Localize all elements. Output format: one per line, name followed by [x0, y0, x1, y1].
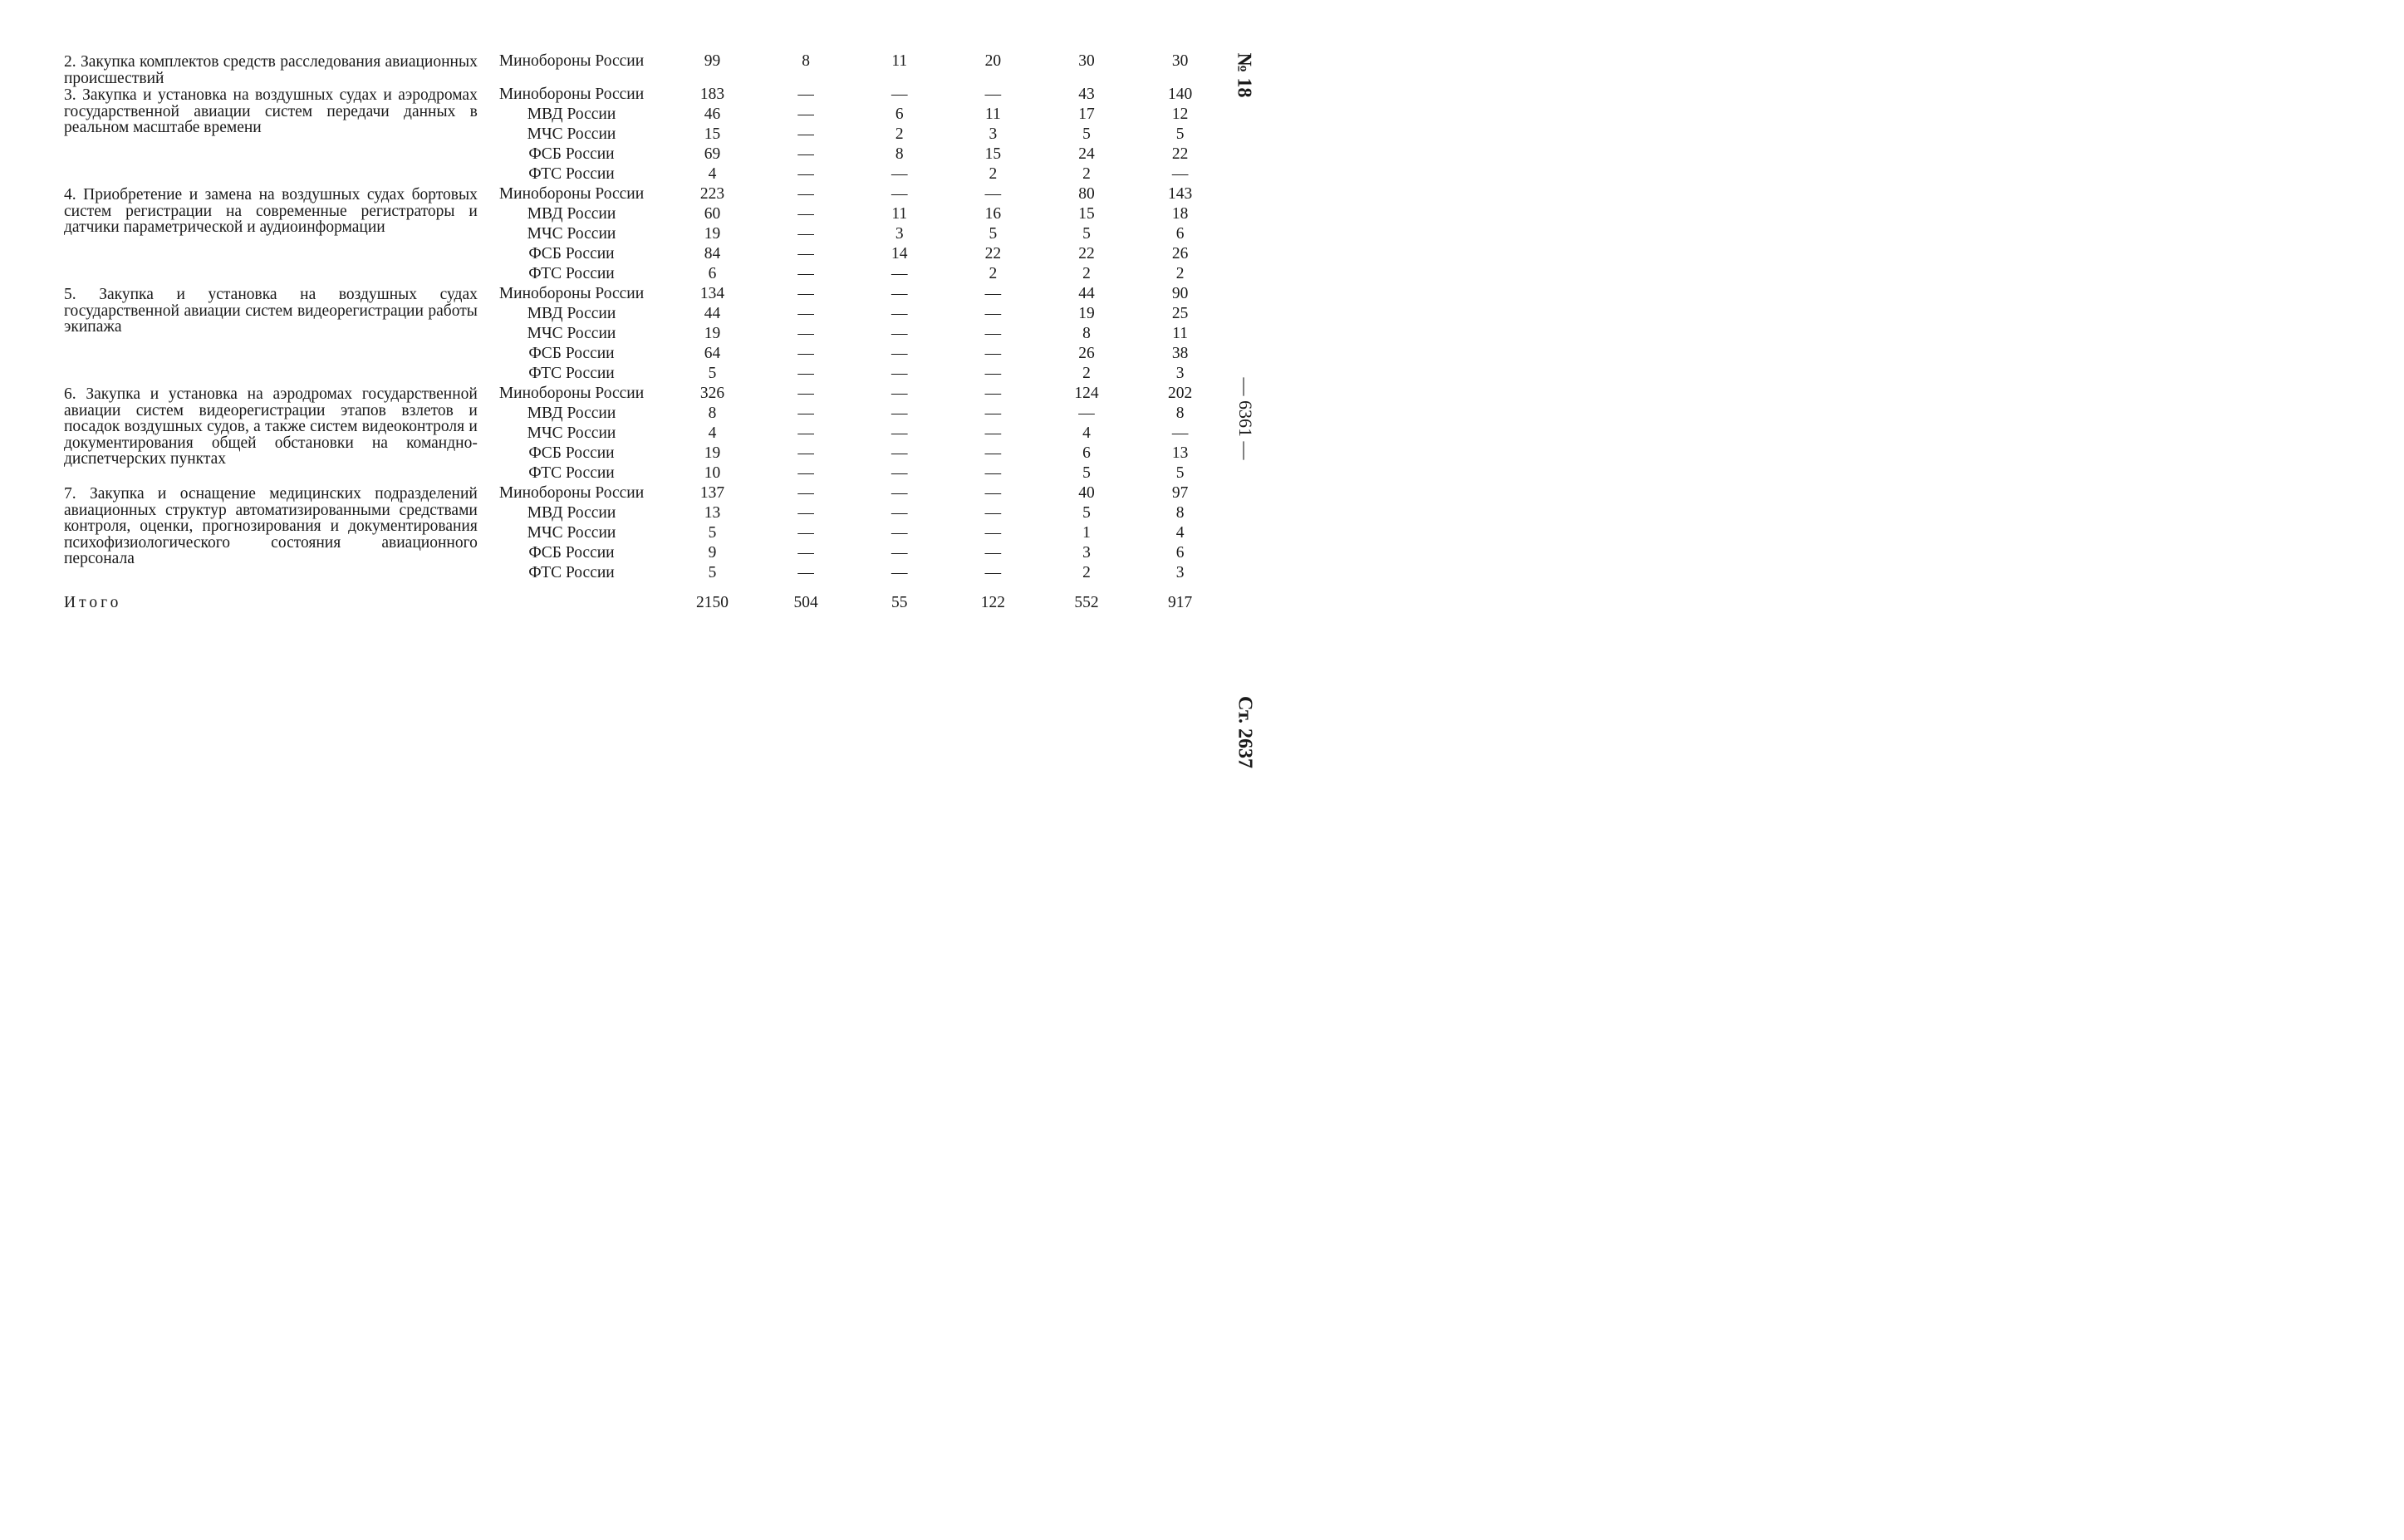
value-cell-col-3: —: [984, 504, 1002, 522]
value-cell-col-5: 6: [1175, 225, 1185, 243]
value-cell-col-2: —: [890, 325, 908, 342]
value-cell-col-2: 6: [895, 105, 904, 123]
value-cell-col-2: —: [890, 365, 908, 382]
value-cell-col-4: 6: [1082, 444, 1091, 462]
value-cell-total: 5: [708, 564, 717, 581]
value-cell-total: 64: [704, 345, 721, 362]
value-cell-col-2: —: [890, 444, 908, 462]
value-cell-total: 19: [704, 325, 721, 342]
measure-description: 6. Закупка и установка на аэродромах государственной авиации систем видеорегистрации этапов взлетов и посадок воздушных судов, а также систем видеоконтроля и документирования общей обстановки на командно-диспетчерских пунктах: [64, 385, 478, 468]
value-cell-total: 223: [699, 185, 725, 203]
value-cell-col-4: 40: [1078, 484, 1095, 502]
agency-cell: ФСБ России: [528, 145, 615, 163]
value-cell-col-3: —: [984, 444, 1002, 462]
total-row: [64, 585, 1227, 615]
agency-cell: МВД России: [527, 305, 616, 322]
agency-cell: ФТС России: [528, 165, 615, 183]
value-cell-col-1: —: [797, 265, 814, 282]
value-cell-total: 134: [699, 285, 725, 302]
value-cell-total: 19: [704, 444, 721, 462]
value-cell-col-4: 24: [1078, 145, 1095, 163]
value-cell-col-2: —: [890, 544, 908, 562]
value-cell-col-5: 18: [1171, 205, 1189, 223]
value-cell-total: 9: [708, 544, 717, 562]
value-cell-col-5: 26: [1171, 245, 1189, 262]
value-cell-col-3: —: [984, 424, 1002, 442]
value-cell-col-4: 3: [1082, 544, 1091, 562]
value-cell-col-4: 124: [1074, 385, 1099, 402]
value-cell-col-5: 97: [1171, 484, 1189, 502]
value-cell-col-5: 30: [1171, 52, 1189, 70]
value-cell-col-1: —: [797, 205, 814, 223]
value-cell-col-1: —: [797, 544, 814, 562]
value-cell-col-5: 2: [1175, 265, 1185, 282]
value-cell-col-2: —: [890, 564, 908, 581]
value-cell-total: 8: [708, 405, 717, 422]
value-cell-col-2: —: [890, 345, 908, 362]
value-cell-total: 5: [708, 365, 717, 382]
value-cell-col-4: 15: [1078, 205, 1095, 223]
value-cell-col-4: 1: [1082, 524, 1091, 542]
total-value-col-1: 504: [793, 594, 818, 611]
value-cell-col-1: 8: [802, 52, 810, 70]
program-table-body: [64, 53, 1227, 615]
value-cell-col-3: —: [984, 185, 1002, 203]
value-cell-total: 84: [704, 245, 721, 262]
agency-cell: Минобороны России: [498, 185, 645, 203]
program-table: [64, 53, 1227, 615]
value-cell-col-4: 5: [1082, 504, 1091, 522]
agency-cell: МЧС России: [527, 424, 616, 442]
value-cell-col-4: 26: [1078, 345, 1095, 362]
value-cell-col-2: —: [890, 424, 908, 442]
value-cell-col-3: —: [984, 305, 1002, 322]
value-cell-col-5: 11: [1172, 325, 1189, 342]
value-cell-col-1: —: [797, 385, 814, 402]
value-cell-col-3: —: [984, 285, 1002, 302]
measure-description: 2. Закупка комплектов средств расследования авиационных происшествий: [64, 53, 478, 87]
value-cell-col-5: 5: [1175, 464, 1185, 482]
value-cell-col-5: —: [1171, 165, 1189, 183]
value-cell-col-3: —: [984, 325, 1002, 342]
agency-cell: МВД России: [527, 405, 616, 422]
agency-cell: ФТС России: [528, 265, 615, 282]
value-cell-col-5: 90: [1171, 285, 1189, 302]
value-cell-col-3: —: [984, 544, 1002, 562]
value-cell-col-3: —: [984, 524, 1002, 542]
value-cell-col-3: —: [984, 484, 1002, 502]
value-cell-col-3: 2: [989, 165, 998, 183]
value-cell-col-1: —: [797, 564, 814, 581]
value-cell-col-2: —: [890, 265, 908, 282]
value-cell-total: 13: [704, 504, 721, 522]
table-row: [64, 485, 1227, 505]
value-cell-total: 19: [704, 225, 721, 243]
agency-cell: МВД России: [527, 504, 616, 522]
value-cell-col-1: —: [797, 464, 814, 482]
value-cell-total: 6: [708, 265, 717, 282]
value-cell-col-1: —: [797, 225, 814, 243]
agency-cell: ФСБ России: [528, 544, 615, 562]
value-cell-col-5: 143: [1168, 185, 1193, 203]
table-row: [64, 385, 1227, 405]
value-cell-col-1: —: [797, 305, 814, 322]
value-cell-col-4: —: [1078, 405, 1095, 422]
value-cell-col-3: —: [984, 405, 1002, 422]
agency-cell: Минобороны России: [498, 285, 645, 302]
value-cell-col-4: 43: [1078, 86, 1095, 103]
value-cell-col-1: —: [797, 125, 814, 143]
value-cell-col-4: 2: [1082, 165, 1091, 183]
agency-cell: МЧС России: [527, 125, 616, 143]
value-cell-col-3: 5: [989, 225, 998, 243]
value-cell-col-5: 4: [1175, 524, 1185, 542]
value-cell-col-3: 20: [984, 52, 1002, 70]
value-cell-col-3: 11: [984, 105, 1001, 123]
value-cell-col-3: —: [984, 464, 1002, 482]
value-cell-total: 137: [699, 484, 725, 502]
value-cell-col-1: —: [797, 345, 814, 362]
value-cell-col-5: 8: [1175, 405, 1185, 422]
page-number: Ст. 2637: [1234, 696, 1256, 768]
agency-cell: МЧС России: [527, 225, 616, 243]
value-cell-total: 326: [699, 385, 725, 402]
value-cell-col-4: 22: [1078, 245, 1095, 262]
value-cell-col-4: 19: [1078, 305, 1095, 322]
value-cell-col-4: 17: [1078, 105, 1095, 123]
value-cell-total: 15: [704, 125, 721, 143]
agency-cell: МЧС России: [527, 524, 616, 542]
value-cell-col-5: —: [1171, 424, 1189, 442]
value-cell-col-2: —: [890, 405, 908, 422]
value-cell-col-1: —: [797, 424, 814, 442]
value-cell-total: 4: [708, 424, 717, 442]
value-cell-col-4: 44: [1078, 285, 1095, 302]
value-cell-col-3: 16: [984, 205, 1002, 223]
agency-cell: Минобороны России: [498, 484, 645, 502]
value-cell-total: 46: [704, 105, 721, 123]
table-row: [64, 286, 1227, 306]
value-cell-col-2: —: [890, 484, 908, 502]
agency-cell: ФТС России: [528, 564, 615, 581]
value-cell-col-2: —: [890, 305, 908, 322]
value-cell-col-3: 22: [984, 245, 1002, 262]
value-cell-total: 183: [699, 86, 725, 103]
total-value-col-2: 55: [890, 594, 908, 611]
value-cell-col-5: 6: [1175, 544, 1185, 562]
agency-cell: ФТС России: [528, 464, 615, 482]
table-row: [64, 53, 1227, 86]
value-cell-col-1: —: [797, 405, 814, 422]
value-cell-col-5: 3: [1175, 365, 1185, 382]
measure-description: 4. Приобретение и замена на воздушных судах бортовых систем регистрации на современные регистраторы и датчики параметрической и аудиоинформации: [64, 186, 478, 236]
value-cell-col-1: —: [797, 484, 814, 502]
total-agency-empty: [478, 585, 665, 615]
value-cell-col-4: 30: [1078, 52, 1095, 70]
value-cell-col-2: 11: [891, 52, 908, 70]
value-cell-col-2: 2: [895, 125, 904, 143]
table-row: [64, 86, 1227, 106]
agency-cell: МЧС России: [527, 325, 616, 342]
agency-cell: ФТС России: [528, 365, 615, 382]
value-cell-col-5: 3: [1175, 564, 1185, 581]
value-cell-col-2: —: [890, 464, 908, 482]
value-cell-total: 60: [704, 205, 721, 223]
value-cell-col-1: —: [797, 504, 814, 522]
value-cell-col-3: —: [984, 86, 1002, 103]
agency-cell: МВД России: [527, 205, 616, 223]
value-cell-col-5: 22: [1171, 145, 1189, 163]
value-cell-total: 5: [708, 524, 717, 542]
value-cell-col-1: —: [797, 165, 814, 183]
issue-number: № 18: [1233, 52, 1255, 98]
measure-description: 7. Закупка и оснащение медицинских подразделений авиационных структур автоматизированными средствами контроля, оценки, прогнозирования и документирования психофизиологического состояния авиационного персонала: [64, 485, 478, 567]
value-cell-col-1: —: [797, 86, 814, 103]
document-number: — 6361 —: [1235, 377, 1256, 460]
agency-cell: Минобороны России: [498, 52, 645, 70]
agency-cell: МВД России: [527, 105, 616, 123]
agency-cell: ФСБ России: [528, 245, 615, 262]
total-value-total: 2150: [695, 594, 729, 611]
value-cell-col-3: 3: [989, 125, 998, 143]
agency-cell: Минобороны России: [498, 86, 645, 103]
value-cell-col-4: 2: [1082, 365, 1091, 382]
value-cell-col-2: 14: [890, 245, 908, 262]
value-cell-col-2: —: [890, 185, 908, 203]
agency-cell: Минобороны России: [498, 385, 645, 402]
measure-description: 3. Закупка и установка на воздушных судах и аэродромах государственной авиации систем передачи данных в реальном масштабе времени: [64, 86, 478, 136]
value-cell-total: 4: [708, 165, 717, 183]
agency-cell: ФСБ России: [528, 444, 615, 462]
value-cell-col-4: 80: [1078, 185, 1095, 203]
value-cell-col-4: 2: [1082, 265, 1091, 282]
value-cell-col-1: —: [797, 245, 814, 262]
value-cell-col-4: 2: [1082, 564, 1091, 581]
value-cell-col-1: —: [797, 325, 814, 342]
value-cell-col-2: —: [890, 165, 908, 183]
value-cell-col-1: —: [797, 365, 814, 382]
value-cell-col-2: —: [890, 504, 908, 522]
value-cell-col-5: 13: [1171, 444, 1189, 462]
value-cell-col-3: —: [984, 345, 1002, 362]
value-cell-col-5: 25: [1171, 305, 1189, 322]
value-cell-col-1: —: [797, 524, 814, 542]
value-cell-col-3: —: [984, 564, 1002, 581]
value-cell-total: 69: [704, 145, 721, 163]
value-cell-total: 10: [704, 464, 721, 482]
value-cell-col-1: —: [797, 185, 814, 203]
value-cell-col-3: 15: [984, 145, 1002, 163]
agency-cell: ФСБ России: [528, 345, 615, 362]
value-cell-col-3: —: [984, 385, 1002, 402]
value-cell-col-3: 2: [989, 265, 998, 282]
value-cell-col-2: 3: [895, 225, 904, 243]
table-row: [64, 186, 1227, 206]
value-cell-col-1: —: [797, 285, 814, 302]
value-cell-col-1: —: [797, 105, 814, 123]
total-value-col-3: 122: [980, 594, 1005, 611]
value-cell-col-5: 5: [1175, 125, 1185, 143]
value-cell-col-2: 11: [891, 205, 908, 223]
value-cell-col-3: —: [984, 365, 1002, 382]
value-cell-col-5: 140: [1168, 86, 1193, 103]
value-cell-col-2: —: [890, 86, 908, 103]
value-cell-col-4: 5: [1082, 225, 1091, 243]
value-cell-col-1: —: [797, 145, 814, 163]
total-label: Итого: [64, 594, 122, 611]
total-value-col-5: 917: [1168, 594, 1193, 611]
value-cell-col-4: 5: [1082, 464, 1091, 482]
value-cell-col-2: 8: [895, 145, 904, 163]
value-cell-col-4: 5: [1082, 125, 1091, 143]
value-cell-col-4: 4: [1082, 424, 1091, 442]
value-cell-col-2: —: [890, 385, 908, 402]
value-cell-col-5: 12: [1171, 105, 1189, 123]
value-cell-col-4: 8: [1082, 325, 1091, 342]
value-cell-col-5: 202: [1168, 385, 1193, 402]
value-cell-col-1: —: [797, 444, 814, 462]
value-cell-col-5: 38: [1171, 345, 1189, 362]
value-cell-total: 99: [704, 52, 721, 70]
measure-description: 5. Закупка и установка на воздушных судах государственной авиации систем видеорегистрации работы экипажа: [64, 286, 478, 336]
total-value-col-4: 552: [1074, 594, 1099, 611]
value-cell-col-2: —: [890, 524, 908, 542]
value-cell-total: 44: [704, 305, 721, 322]
value-cell-col-5: 8: [1175, 504, 1185, 522]
value-cell-col-2: —: [890, 285, 908, 302]
